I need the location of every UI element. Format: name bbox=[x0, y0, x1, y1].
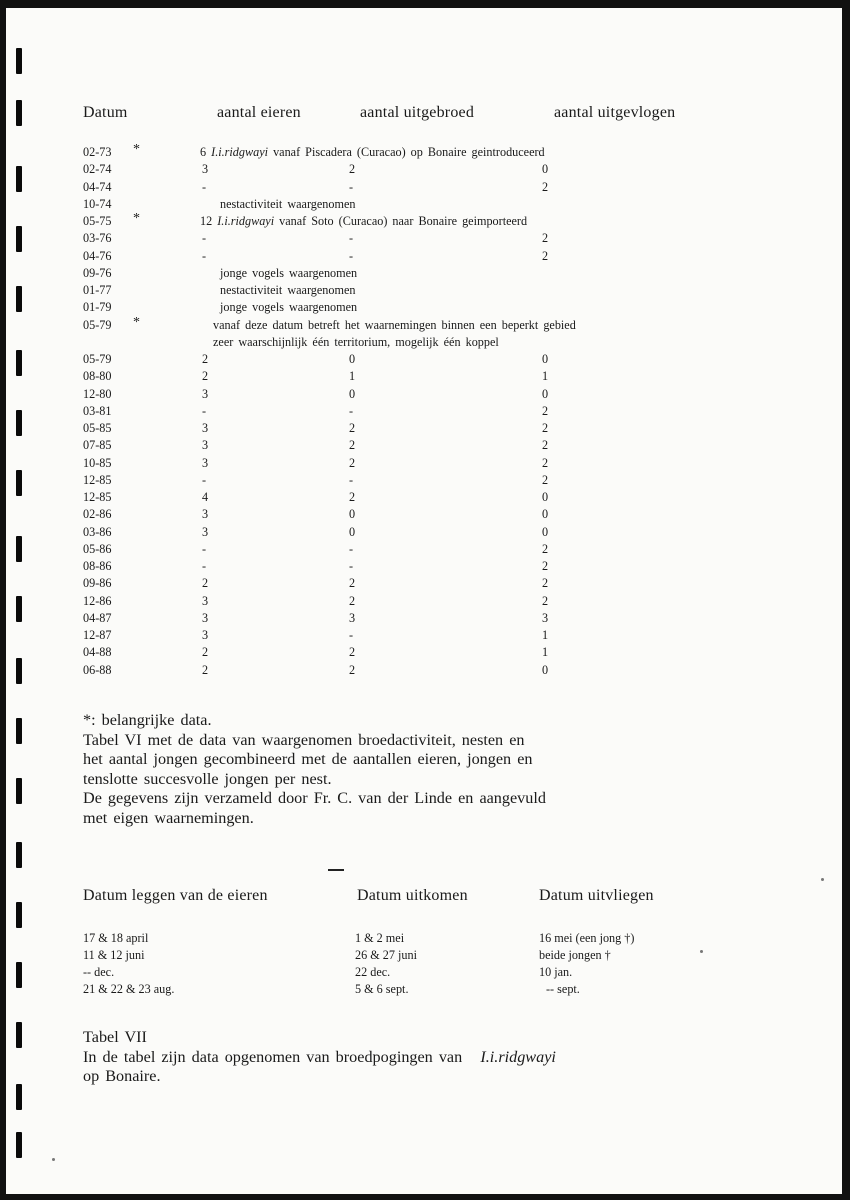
row-date: 04-87 bbox=[83, 610, 112, 625]
cell-uitgebroed: 2 bbox=[349, 593, 356, 608]
row-date: 04-76 bbox=[83, 248, 112, 263]
table-vi-caption bbox=[83, 711, 723, 828]
row-date: 05-85 bbox=[83, 421, 112, 435]
cell-eieren: 3 bbox=[202, 507, 209, 522]
cell-uitgevlogen: 2 bbox=[542, 559, 549, 573]
cell-eieren: 2 bbox=[202, 369, 209, 384]
cell-uitgevlogen: 2 bbox=[542, 421, 549, 435]
row-date: 05-79 bbox=[83, 352, 112, 366]
species-name: I.i.ridgwayi bbox=[480, 1047, 556, 1066]
cell-eieren: 3 bbox=[202, 455, 209, 470]
binding-hole-mark bbox=[16, 1022, 22, 1048]
binding-holes bbox=[16, 8, 30, 1194]
cell-uitgevlogen: 0 bbox=[542, 490, 549, 504]
row-date: 10-85 bbox=[83, 455, 112, 470]
binding-hole-mark bbox=[16, 100, 22, 126]
binding-hole-mark bbox=[16, 962, 22, 988]
cell-uitgevlogen: 0 bbox=[542, 524, 549, 539]
binding-hole-mark bbox=[16, 410, 22, 436]
separator-dash bbox=[328, 869, 344, 871]
row-date: 03-81 bbox=[83, 403, 112, 418]
cell-eieren: 3 bbox=[202, 593, 209, 608]
cell-uitgebroed: 0 bbox=[349, 386, 356, 401]
row-date: 12-86 bbox=[83, 593, 112, 608]
cell-eieren: - bbox=[202, 472, 207, 487]
caption-line: met eigen waarnemingen. bbox=[83, 808, 254, 827]
cell-eieren: - bbox=[202, 403, 207, 418]
cell-uitgebroed: 0 bbox=[349, 524, 356, 539]
cell-uitgebroed: - bbox=[349, 231, 354, 246]
row-note: nestactiviteit waargenomen bbox=[220, 283, 356, 297]
col-header-uitgevlogen: aantal uitgevlogen bbox=[554, 104, 676, 121]
row-note: vanaf deze datum betreft het waarnemingen binnen een beperkt gebied bbox=[213, 317, 576, 332]
col-header-datum: Datum bbox=[83, 104, 128, 121]
cell-uitvliegen: beide jongen † bbox=[539, 948, 611, 962]
cell-eieren: - bbox=[202, 248, 207, 263]
row-date: 08-86 bbox=[83, 559, 112, 573]
caption-line: het aantal jongen gecombineerd met de aantallen eieren, jongen en bbox=[83, 750, 533, 768]
cell-uitgevlogen: 0 bbox=[542, 386, 549, 401]
speck bbox=[52, 1158, 55, 1161]
binding-hole-mark bbox=[16, 470, 22, 496]
speck bbox=[821, 878, 824, 881]
row-date: 08-80 bbox=[83, 369, 112, 384]
cell-eieren: 3 bbox=[202, 162, 209, 177]
row-date: 03-76 bbox=[83, 231, 112, 246]
cell-uitgebroed: - bbox=[349, 248, 354, 263]
row-note: zeer waarschijnlijk één territorium, mogelijk één koppel bbox=[213, 334, 499, 349]
cell-uitgebroed: 2 bbox=[349, 455, 356, 470]
cell-uitgevlogen: 1 bbox=[542, 628, 549, 642]
binding-hole-mark bbox=[16, 48, 22, 74]
row-date: 02-74 bbox=[83, 162, 112, 177]
col-header-eieren: aantal eieren bbox=[217, 104, 301, 121]
cell-uitgevlogen: 3 bbox=[542, 610, 549, 625]
cell-leggen: 17 & 18 april bbox=[83, 931, 149, 945]
important-marker: * bbox=[133, 211, 140, 226]
cell-leggen: -- dec. bbox=[83, 965, 115, 979]
col-header-uitkomen: Datum uitkomen bbox=[357, 887, 468, 904]
row-date: 01-79 bbox=[83, 300, 112, 315]
cell-eieren: 3 bbox=[202, 421, 209, 435]
row-note: jonge vogels waargenomen bbox=[220, 265, 358, 280]
document-page bbox=[6, 8, 842, 1194]
cell-uitgevlogen: 2 bbox=[542, 593, 549, 608]
binding-hole-mark bbox=[16, 718, 22, 744]
cell-eieren: 3 bbox=[202, 386, 209, 401]
cell-uitgevlogen: 2 bbox=[542, 403, 549, 418]
cell-uitgevlogen: 2 bbox=[542, 231, 549, 246]
binding-hole-mark bbox=[16, 166, 22, 192]
binding-hole-mark bbox=[16, 596, 22, 622]
cell-uitgebroed: - bbox=[349, 628, 354, 642]
binding-hole-mark bbox=[16, 536, 22, 562]
cell-eieren: - bbox=[202, 559, 207, 573]
cell-eieren: 3 bbox=[202, 438, 209, 453]
cell-eieren: 2 bbox=[202, 645, 209, 660]
cell-uitgebroed: - bbox=[349, 403, 354, 418]
table-vii-caption bbox=[83, 1028, 723, 1087]
col-header-leggen: Datum leggen van de eieren bbox=[83, 887, 268, 904]
cell-uitgebroed: 2 bbox=[349, 576, 356, 591]
binding-hole-mark bbox=[16, 226, 22, 252]
row-date: 09-76 bbox=[83, 265, 112, 280]
cell-uitgebroed: 2 bbox=[349, 645, 356, 660]
row-date: 03-86 bbox=[83, 524, 112, 539]
row-date: 12-80 bbox=[83, 386, 112, 401]
speck bbox=[700, 950, 703, 953]
cell-uitgevlogen: 2 bbox=[542, 248, 549, 263]
caption-line: Tabel VI met de data van waargenomen broedactiviteit, nesten en bbox=[83, 730, 525, 749]
binding-hole-mark bbox=[16, 778, 22, 804]
cell-uitgebroed: - bbox=[349, 472, 354, 487]
cell-uitgevlogen: 2 bbox=[542, 541, 549, 556]
cell-uitgebroed: 2 bbox=[349, 421, 356, 435]
cell-eieren: 4 bbox=[202, 490, 209, 504]
cell-eieren: 3 bbox=[202, 524, 209, 539]
species-name: I.i.ridgwayi bbox=[211, 145, 269, 159]
row-date: 10-74 bbox=[83, 196, 112, 211]
binding-hole-mark bbox=[16, 902, 22, 928]
cell-leggen: 11 & 12 juni bbox=[83, 948, 145, 962]
cell-eieren: 2 bbox=[202, 576, 209, 591]
cell-uitgevlogen: 2 bbox=[542, 455, 549, 470]
cell-eieren: 2 bbox=[202, 352, 209, 366]
binding-hole-mark bbox=[16, 842, 22, 868]
caption-line: *: belangrijke data. bbox=[83, 711, 212, 729]
cell-uitgevlogen: 2 bbox=[542, 438, 549, 453]
caption-title: Tabel VII bbox=[83, 1028, 147, 1046]
row-date: 06-88 bbox=[83, 662, 112, 677]
cell-eieren: - bbox=[202, 231, 207, 246]
cell-uitgebroed: 0 bbox=[349, 352, 356, 366]
caption-line: op Bonaire. bbox=[83, 1067, 161, 1085]
cell-uitkomen: 1 & 2 mei bbox=[355, 931, 405, 945]
cell-uitgebroed: - bbox=[349, 559, 354, 573]
binding-hole-mark bbox=[16, 658, 22, 684]
cell-uitgevlogen: 1 bbox=[542, 645, 549, 660]
cell-uitvliegen: -- sept. bbox=[546, 982, 580, 996]
row-date: 12-87 bbox=[83, 628, 112, 642]
cell-uitgebroed: - bbox=[349, 541, 354, 556]
col-header-uitgebroed: aantal uitgebroed bbox=[360, 104, 475, 121]
cell-uitgebroed: 0 bbox=[349, 507, 356, 522]
cell-uitgevlogen: 2 bbox=[542, 179, 549, 194]
binding-hole-mark bbox=[16, 286, 22, 312]
cell-uitgebroed: 1 bbox=[349, 369, 356, 384]
cell-uitgebroed: 2 bbox=[349, 662, 356, 677]
row-date: 12-85 bbox=[83, 472, 112, 487]
binding-hole-mark bbox=[16, 1084, 22, 1110]
species-name: I.i.ridgwayi bbox=[217, 214, 275, 228]
cell-uitgevlogen: 0 bbox=[542, 352, 549, 366]
caption-line: tenslotte succesvolle jongen per nest. bbox=[83, 769, 332, 788]
cell-uitgevlogen: 0 bbox=[542, 507, 549, 522]
row-date: 01-77 bbox=[83, 283, 112, 297]
caption-line: In de tabel zijn data opgenomen van broedpogingen van I.i.ridgwayi bbox=[83, 1047, 556, 1066]
row-date: 05-79 bbox=[83, 317, 112, 332]
cell-uitgevlogen: 0 bbox=[542, 662, 549, 677]
row-note: jonge vogels waargenomen bbox=[220, 300, 358, 315]
row-date: 07-85 bbox=[83, 438, 112, 453]
cell-uitvliegen: 16 mei (een jong †) bbox=[539, 931, 635, 945]
cell-uitkomen: 26 & 27 juni bbox=[355, 948, 417, 962]
binding-hole-mark bbox=[16, 350, 22, 376]
cell-uitgebroed: 2 bbox=[349, 490, 356, 504]
cell-uitgebroed: 2 bbox=[349, 162, 356, 177]
cell-uitkomen: 5 & 6 sept. bbox=[355, 982, 409, 996]
caption-line: De gegevens zijn verzameld door Fr. C. van der Linde en aangevuld bbox=[83, 789, 546, 807]
cell-uitgevlogen: 2 bbox=[542, 472, 549, 487]
row-date: 12-85 bbox=[83, 490, 112, 504]
col-header-uitvliegen: Datum uitvliegen bbox=[539, 887, 654, 904]
cell-eieren: 3 bbox=[202, 610, 209, 625]
row-date: 04-88 bbox=[83, 645, 112, 660]
cell-uitkomen: 22 dec. bbox=[355, 965, 391, 979]
cell-uitgebroed: 3 bbox=[349, 610, 356, 625]
row-date: 05-86 bbox=[83, 541, 112, 556]
row-note: 6 I.i.ridgwayi vanaf Piscadera (Curacao) op Bonaire geintroduceerd bbox=[200, 145, 545, 159]
row-date: 02-86 bbox=[83, 507, 112, 522]
cell-uitgevlogen: 2 bbox=[542, 576, 549, 591]
cell-eieren: 2 bbox=[202, 662, 209, 677]
cell-leggen: 21 & 22 & 23 aug. bbox=[83, 982, 175, 996]
row-note: nestactiviteit waargenomen bbox=[220, 196, 356, 211]
row-note: 12 I.i.ridgwayi vanaf Soto (Curacao) naar Bonaire geimporteerd bbox=[200, 214, 528, 228]
row-date: 05-75 bbox=[83, 214, 112, 228]
important-marker: * bbox=[133, 314, 140, 330]
cell-eieren: - bbox=[202, 179, 207, 194]
cell-uitgevlogen: 0 bbox=[542, 162, 549, 177]
cell-eieren: - bbox=[202, 541, 207, 556]
cell-uitgebroed: - bbox=[349, 179, 354, 194]
cell-uitgevlogen: 1 bbox=[542, 369, 549, 384]
binding-hole-mark bbox=[16, 1132, 22, 1158]
important-marker: * bbox=[133, 142, 140, 157]
row-date: 02-73 bbox=[83, 145, 112, 159]
row-date: 09-86 bbox=[83, 576, 112, 591]
cell-eieren: 3 bbox=[202, 628, 209, 642]
row-date: 04-74 bbox=[83, 179, 112, 194]
cell-uitgebroed: 2 bbox=[349, 438, 356, 453]
cell-uitvliegen: 10 jan. bbox=[539, 965, 573, 979]
